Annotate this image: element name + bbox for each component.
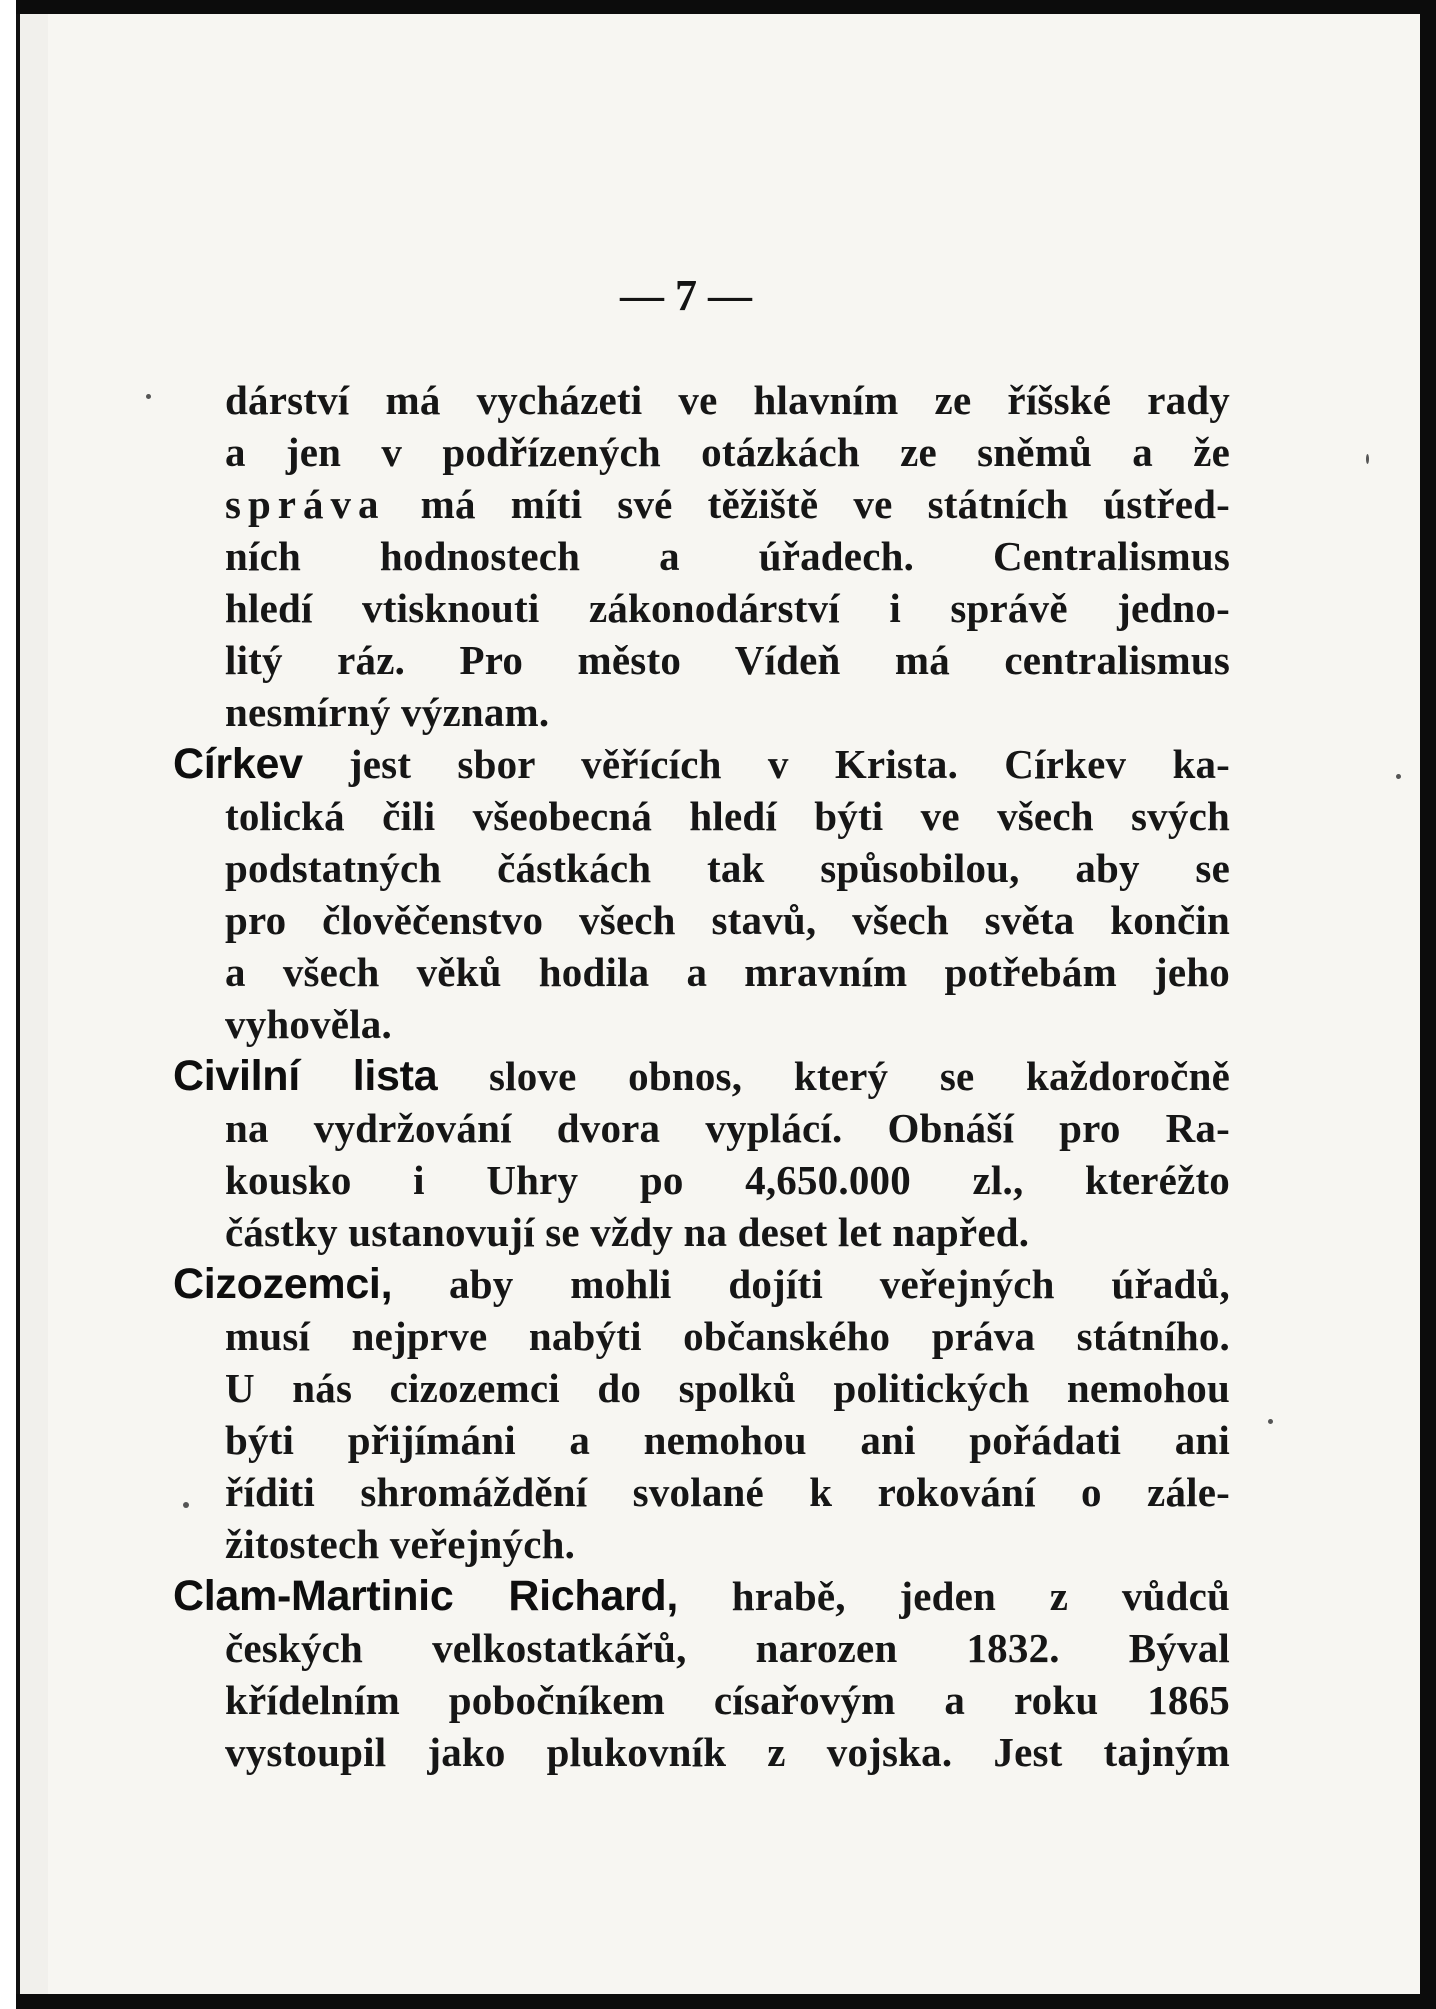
entry-headword: Cizozemci, (173, 1260, 393, 1308)
text-line (225, 374, 1230, 426)
line-text: má míti své těžiště ve státních ústřed- (385, 481, 1230, 527)
line-text: pro člověčenstvo všech stavů, všech světa končin (225, 897, 1230, 943)
page-number: — 7 — (620, 271, 752, 320)
text-line (225, 1414, 1230, 1466)
line-text: a všech věků hodila a mravním potřebám jeho (225, 949, 1230, 995)
text-line (225, 1154, 1230, 1206)
text-line (225, 426, 1230, 478)
line-text: musí nejprve nabýti občanského práva státního. (225, 1313, 1230, 1359)
scan-speck (146, 394, 151, 399)
line-text: hrabě, jeden z vůdců (678, 1573, 1231, 1619)
text-line (225, 842, 1230, 894)
text-line (225, 946, 1230, 998)
scan-speck (1366, 454, 1369, 464)
text-line (225, 790, 1230, 842)
line-text: a jen v podřízených otázkách ze sněmů a že (225, 429, 1230, 475)
text-line (225, 1466, 1230, 1518)
line-text: jest sbor věřících v Krista. Církev ka- (302, 741, 1230, 787)
entry-first-line (173, 1570, 1230, 1622)
entry-headword: Církev (173, 740, 303, 788)
text-line (225, 998, 1230, 1050)
emphasized-word: správa (225, 481, 386, 527)
text-line (225, 1362, 1230, 1414)
line-text: českých velkostatkářů, narozen 1832. Býval (225, 1625, 1230, 1671)
text-line (225, 1518, 1230, 1570)
line-text: hledí vtisknouti zákonodárství i správě jedno- (225, 585, 1230, 631)
line-text: křídelním pobočníkem císařovým a roku 1865 (225, 1677, 1230, 1723)
line-text: na vydržování dvora vyplácí. Obnáší pro Ra- (225, 1105, 1230, 1151)
text-line (225, 686, 1230, 738)
page-body-text (173, 374, 1231, 1778)
line-text: kousko i Uhry po 4,650.000 zl., kteréžto (225, 1157, 1230, 1203)
scan-speck (183, 1502, 189, 1508)
entry-first-line (173, 1258, 1230, 1310)
text-line (225, 1102, 1230, 1154)
line-text: podstatných částkách tak spůsobilou, aby se (225, 845, 1230, 891)
scan-top-border (16, 0, 1420, 14)
scan-bottom-border (16, 1994, 1420, 2009)
line-text: U nás cizozemci do spolků politických nemohou (225, 1365, 1230, 1411)
text-line (225, 894, 1230, 946)
line-text: dárství má vycházeti ve hlavním ze říšské rady (225, 377, 1230, 423)
scan-speck (1268, 1419, 1273, 1424)
text-line (225, 1206, 1230, 1258)
book-page (48, 14, 1420, 1994)
line-text: aby mohli dojíti veřejných úřadů, (392, 1261, 1230, 1307)
line-text: vystoupil jako plukovník z vojska. Jest tajným (225, 1729, 1230, 1775)
text-line (225, 582, 1230, 634)
text-line (225, 1622, 1230, 1674)
text-line (225, 1674, 1230, 1726)
line-text: býti přijímáni a nemohou ani pořádati ani (225, 1417, 1230, 1463)
line-text: ních hodnostech a úřadech. Centralismus (225, 533, 1230, 579)
scan-left-margin (0, 0, 16, 2009)
line-text: říditi shromáždění svolané k rokování o zále- (225, 1469, 1230, 1515)
text-line (225, 478, 1230, 530)
text-line (225, 530, 1230, 582)
line-text: tolická čili všeobecná hledí býti ve všech svých (225, 793, 1230, 839)
text-line (225, 1726, 1230, 1778)
entry-headword: Clam-Martinic Richard, (173, 1572, 678, 1620)
scan-right-border (1420, 0, 1436, 2009)
text-line (225, 1310, 1230, 1362)
entry-first-line (173, 1050, 1230, 1102)
line-text: žitostech veřejných. (225, 1521, 576, 1567)
scan-binding-edge (16, 0, 20, 2009)
line-text: vyhověla. (225, 1001, 392, 1047)
line-text: litý ráz. Pro město Vídeň má centralismus (225, 637, 1230, 683)
line-text: nesmírný význam. (225, 689, 550, 735)
text-line (225, 634, 1230, 686)
line-text: částky ustanovují se vždy na deset let napřed. (225, 1209, 1030, 1255)
scan-speck (1396, 774, 1401, 779)
line-text: slove obnos, který se každoročně (437, 1053, 1230, 1099)
entry-first-line (173, 738, 1230, 790)
entry-headword: Civilní lista (173, 1052, 438, 1100)
